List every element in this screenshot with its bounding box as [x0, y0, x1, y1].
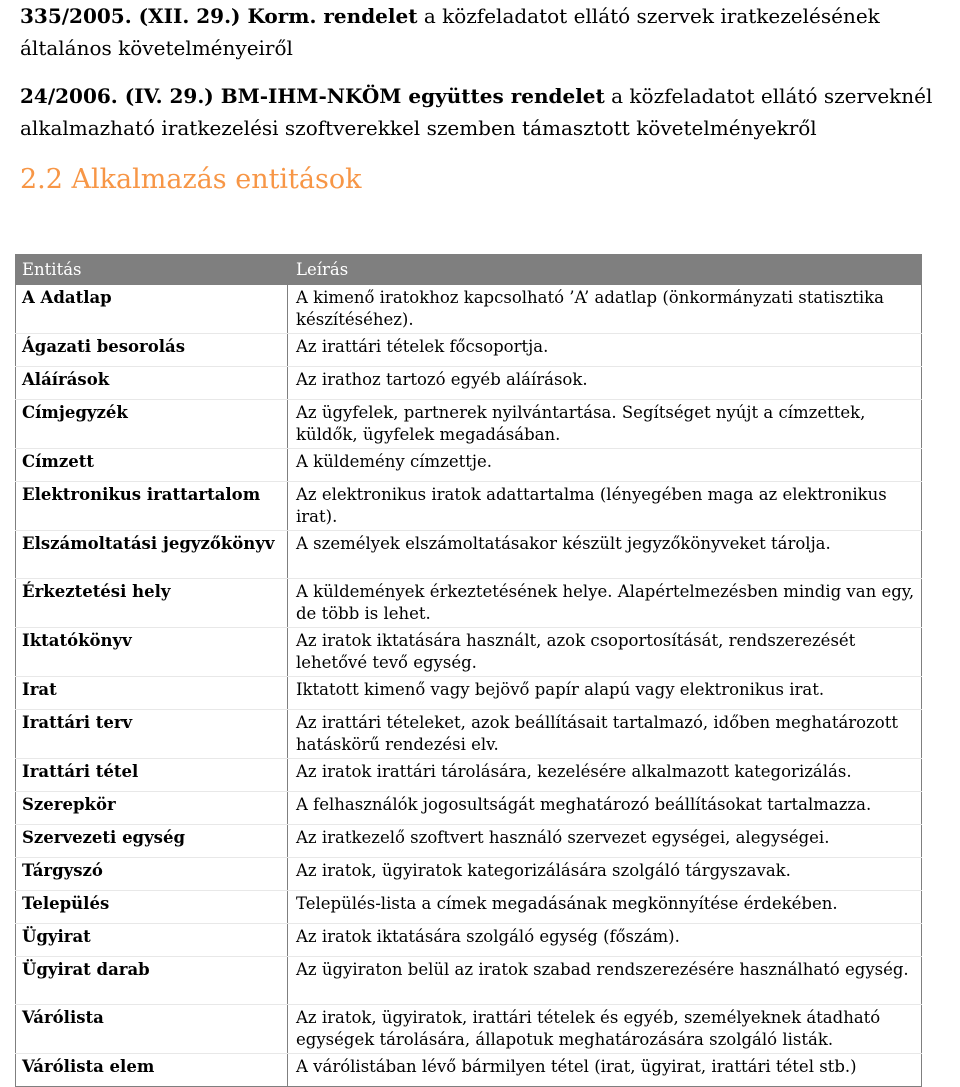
- entity-name-cell: Irattári tétel: [16, 759, 288, 792]
- entity-description-cell: Az irattári tételek főcsoportja.: [288, 334, 922, 367]
- table-row: [16, 891, 922, 924]
- entity-description-cell: Az irattári tételeket, azok beállításait tartalmazó, időben meghatározott hatáskörű rendezési elv.: [288, 710, 922, 759]
- entity-description-cell: Az irathoz tartozó egyéb aláírások.: [288, 367, 922, 400]
- section-heading: 2.2 Alkalmazás entitások: [20, 164, 362, 195]
- reference-decree-335-2005: [20, 0, 960, 64]
- entity-description-cell: Az iratok iktatására szolgáló egység (főszám).: [288, 924, 922, 957]
- entity-name-cell: Várólista elem: [16, 1054, 288, 1087]
- table-row: [16, 825, 922, 858]
- entity-description-cell: Iktatott kimenő vagy bejövő papír alapú vagy elektronikus irat.: [288, 677, 922, 710]
- entity-name-cell: Iktatókönyv: [16, 628, 288, 677]
- entity-name-cell: Ágazati besorolás: [16, 334, 288, 367]
- entity-description-cell: Az ügyfelek, partnerek nyilvántartása. Segítséget nyújt a címzettek, küldők, ügyfelek megadásában.: [288, 400, 922, 449]
- entity-description-cell: A felhasználók jogosultságát meghatározó beállításokat tartalmazza.: [288, 792, 922, 825]
- table-row: [16, 334, 922, 367]
- table-row: [16, 1054, 922, 1087]
- entity-description-cell: A várólistában lévő bármilyen tétel (irat, ügyirat, irattári tétel stb.): [288, 1054, 922, 1087]
- table-row: [16, 531, 922, 579]
- table-row: [16, 1005, 922, 1054]
- entity-name-cell: Szervezeti egység: [16, 825, 288, 858]
- entity-description-cell: Az elektronikus iratok adattartalma (lényegében maga az elektronikus irat).: [288, 482, 922, 531]
- reference-line: [20, 0, 960, 32]
- entity-name-cell: Elektronikus irattartalom: [16, 482, 288, 531]
- reference-citation: 335/2005. (XII. 29.) Korm. rendelet: [20, 4, 418, 28]
- reference-line: [20, 32, 960, 64]
- column-header-entity: Entitás: [16, 254, 288, 285]
- table-row: [16, 924, 922, 957]
- entity-name-cell: Ügyirat darab: [16, 957, 288, 1005]
- entity-name-cell: Várólista: [16, 1005, 288, 1054]
- table-row: [16, 710, 922, 759]
- entity-description-cell: A személyek elszámoltatásakor készült jegyzőkönyveket tárolja.: [288, 531, 922, 579]
- table-row: [16, 449, 922, 482]
- table-header-row: [16, 254, 922, 285]
- table-row: [16, 759, 922, 792]
- table-row: [16, 792, 922, 825]
- table-row: [16, 367, 922, 400]
- entity-description-cell: Település-lista a címek megadásának megkönnyítése érdekében.: [288, 891, 922, 924]
- reference-title-text: a közfeladatot ellátó szerveknél: [604, 84, 933, 108]
- entity-description-cell: Az iratok, ügyiratok, irattári tételek és egyéb, személyeknek átadható egységek tárolására, állapotuk meghatározására szolgáló listák.: [288, 1005, 922, 1054]
- entity-description-cell: Az iratok irattári tárolására, kezelésére alkalmazott kategorizálás.: [288, 759, 922, 792]
- entity-name-cell: Tárgyszó: [16, 858, 288, 891]
- entity-description-cell: Az iratok, ügyiratok kategorizálására szolgáló tárgyszavak.: [288, 858, 922, 891]
- table-body: [16, 285, 922, 1087]
- entity-description-cell: A küldemény címzettje.: [288, 449, 922, 482]
- table-row: [16, 285, 922, 334]
- entity-name-cell: Település: [16, 891, 288, 924]
- reference-line: [20, 112, 960, 144]
- reference-title-text: alkalmazható iratkezelési szoftverekkel szemben támasztott követelményekről: [20, 116, 817, 140]
- reference-title-text: általános követelményeiről: [20, 36, 293, 60]
- table-row: [16, 957, 922, 1005]
- entity-description-cell: A küldemények érkeztetésének helye. Alapértelmezésben mindig van egy, de több is lehet.: [288, 579, 922, 628]
- entity-name-cell: Aláírások: [16, 367, 288, 400]
- entity-name-cell: Címjegyzék: [16, 400, 288, 449]
- entity-name-cell: Elszámoltatási jegyzőkönyv: [16, 531, 288, 579]
- reference-line: [20, 80, 960, 112]
- entity-description-cell: Az ügyiraton belül az iratok szabad rendszerezésére használható egység.: [288, 957, 922, 1005]
- table-row: [16, 858, 922, 891]
- entity-table: [15, 254, 922, 1087]
- entity-description-cell: A kimenő iratokhoz kapcsolható ’A’ adatlap (önkormányzati statisztika készítéséhez).: [288, 285, 922, 334]
- reference-decree-24-2006: [20, 80, 960, 144]
- table-row: [16, 400, 922, 449]
- entity-name-cell: Szerepkör: [16, 792, 288, 825]
- entity-name-cell: Irattári terv: [16, 710, 288, 759]
- entity-name-cell: Ügyirat: [16, 924, 288, 957]
- reference-citation: 24/2006. (IV. 29.) BM-IHM-NKÖM együttes rendelet: [20, 84, 605, 108]
- table-row: [16, 677, 922, 710]
- entity-description-cell: Az iratok iktatására használt, azok csoportosítását, rendszerezését lehetővé tevő egység.: [288, 628, 922, 677]
- entity-description-cell: Az iratkezelő szoftvert használó szervezet egységei, alegységei.: [288, 825, 922, 858]
- entity-name-cell: Érkeztetési hely: [16, 579, 288, 628]
- column-header-description: Leírás: [288, 254, 922, 285]
- reference-title-text: a közfeladatot ellátó szervek iratkezelésének: [417, 4, 880, 28]
- table-row: [16, 579, 922, 628]
- table-row: [16, 628, 922, 677]
- entity-name-cell: Irat: [16, 677, 288, 710]
- entity-name-cell: Címzett: [16, 449, 288, 482]
- entity-name-cell: A Adatlap: [16, 285, 288, 334]
- table-row: [16, 482, 922, 531]
- legal-references: [20, 0, 960, 144]
